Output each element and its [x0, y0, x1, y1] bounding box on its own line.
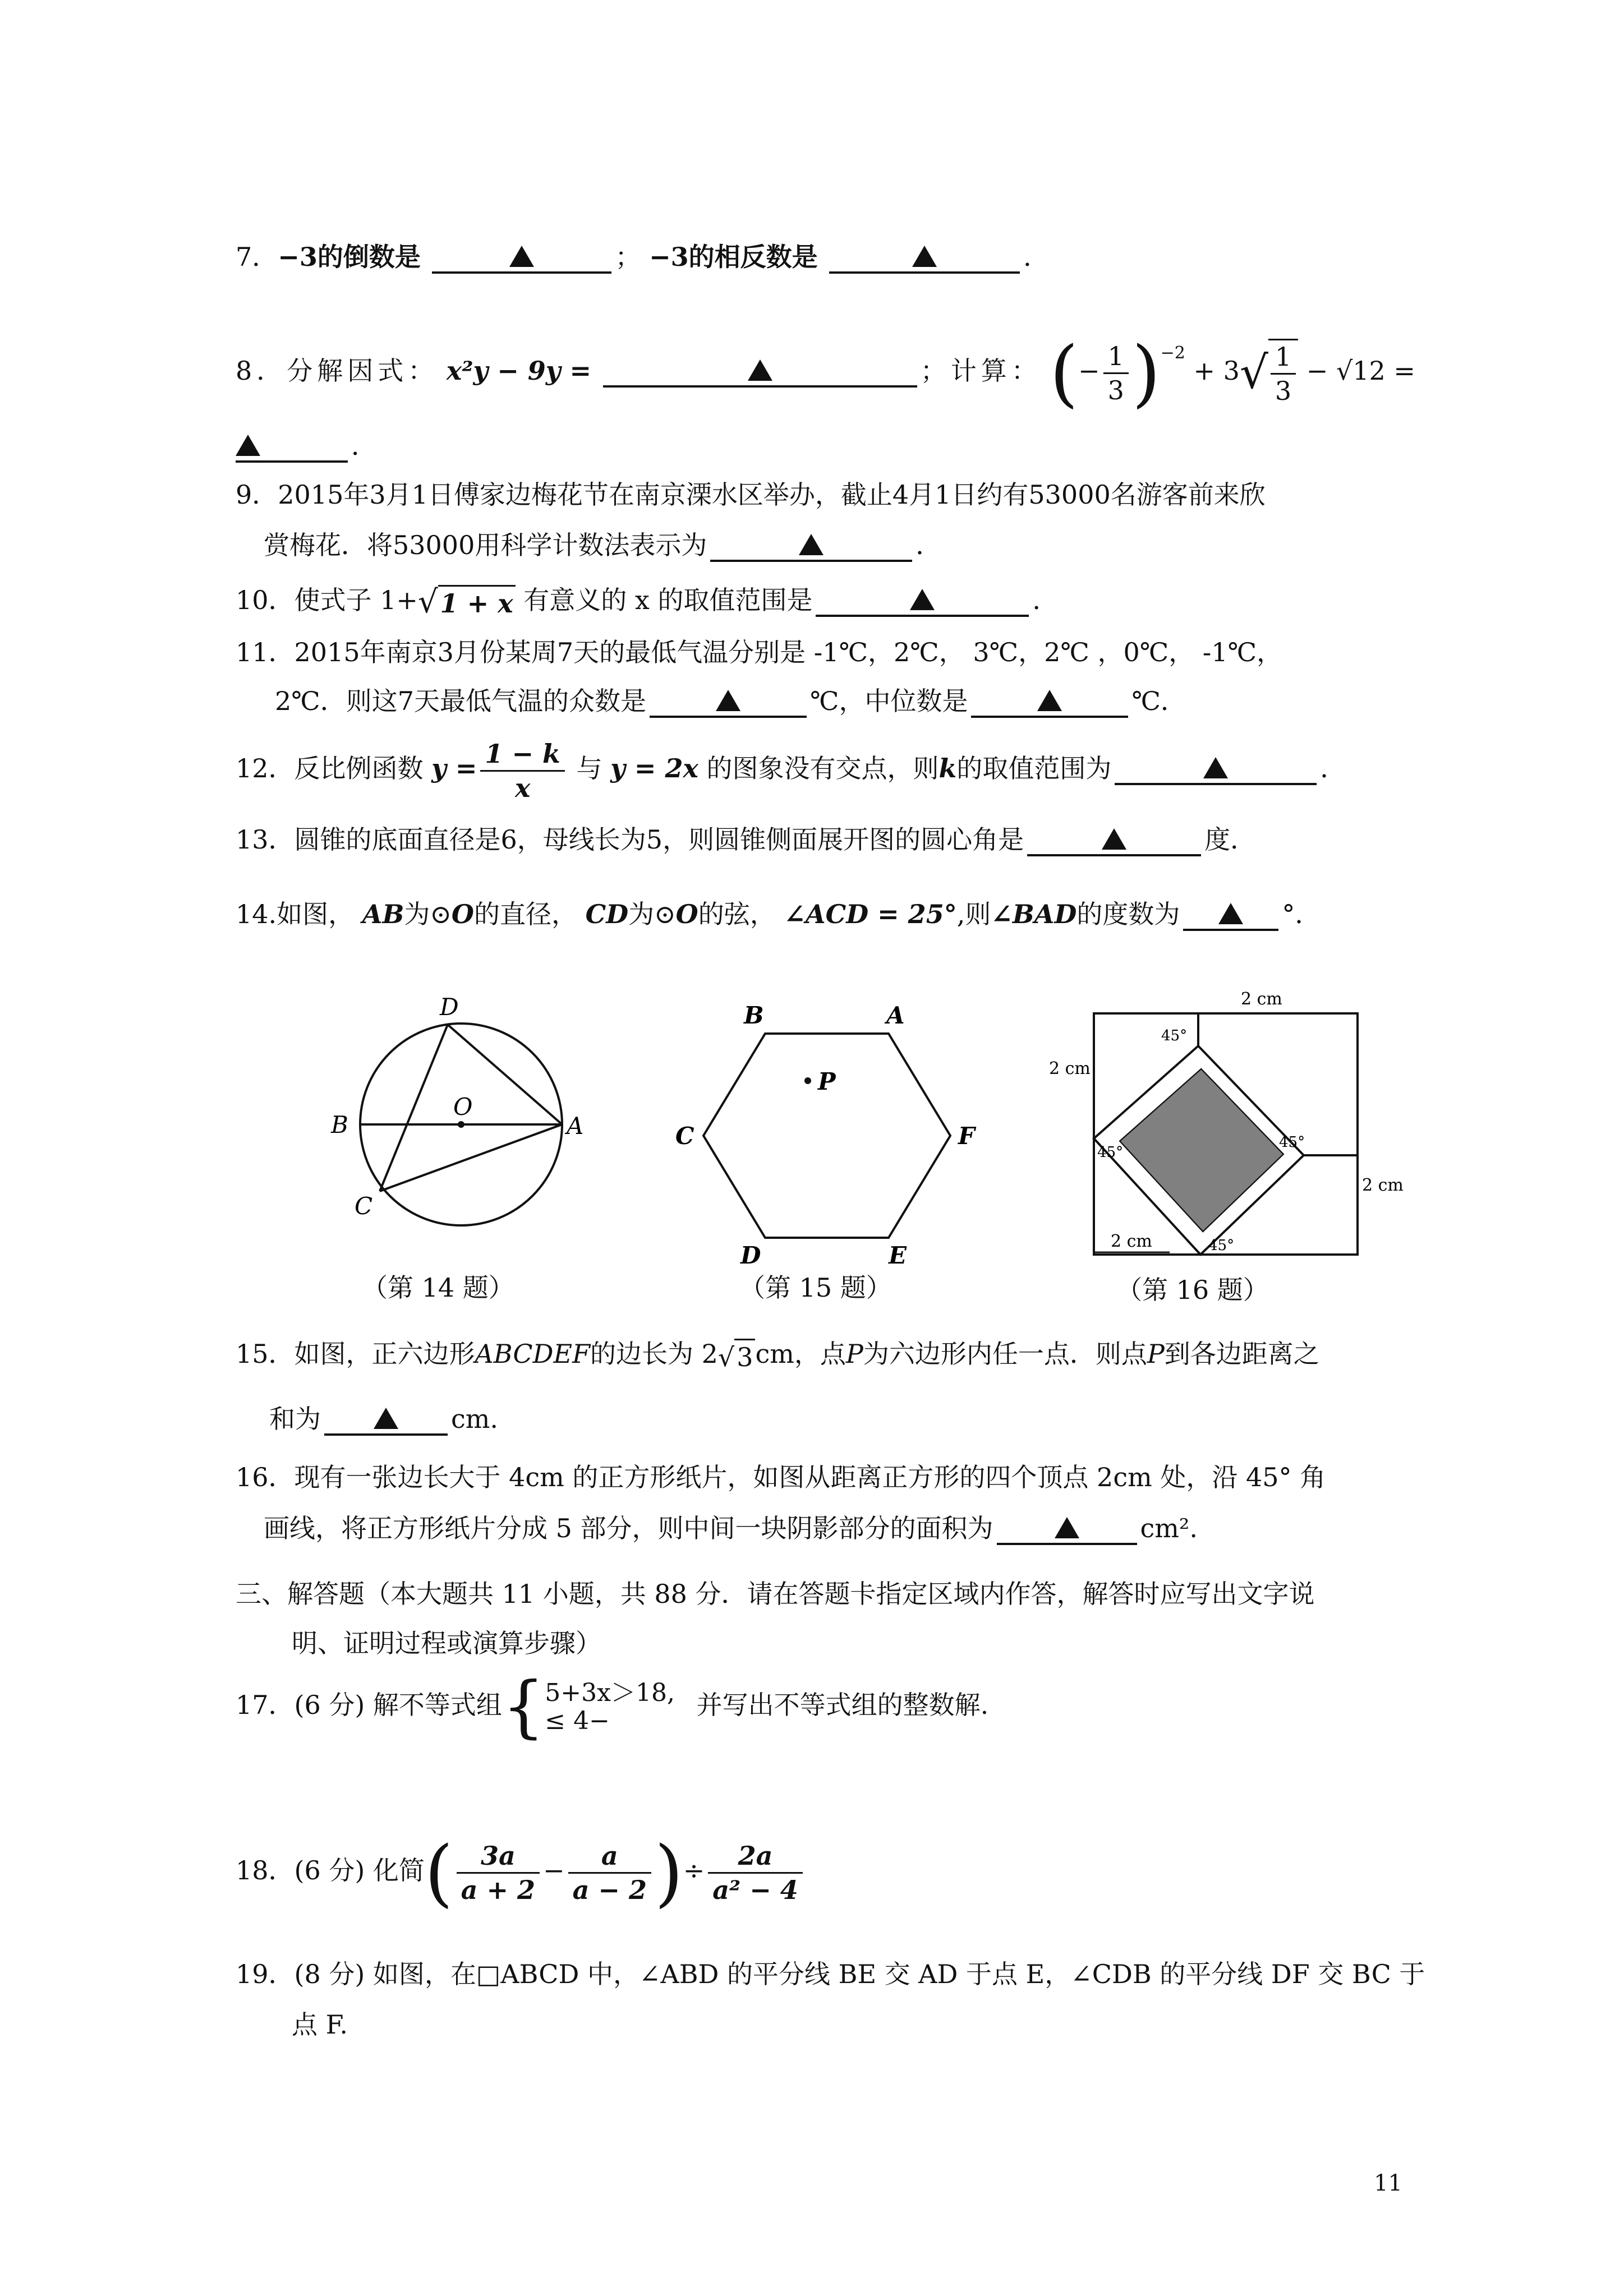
label-2cm-top: 2 cm [1241, 989, 1282, 1009]
label-45-top: 45° [1161, 1027, 1188, 1044]
q10-sqrt [418, 585, 516, 620]
q15-text-f: 到各边距离之 [1164, 1339, 1319, 1369]
q16-line-2 [264, 1511, 1402, 1545]
q9-text: 赏梅花．将53000用科学计数法表示为 [264, 530, 707, 560]
label-b: B [331, 1111, 348, 1138]
q12-blank[interactable] [1115, 754, 1317, 785]
q14-blank[interactable] [1183, 900, 1278, 931]
q16-text-a: 画线，将正方形纸片分成 5 部分，则中间一块阴影部分的面积为 [264, 1513, 993, 1543]
q18-den-2: a − 2 [572, 1874, 647, 1905]
question-17 [236, 1668, 1402, 1746]
q12-end: ． [1320, 753, 1346, 783]
page-number: 11 [1374, 2170, 1402, 2196]
q11-text-b: ℃，中位数是 [810, 686, 968, 716]
q9-end: ． [915, 530, 942, 560]
triangle-icon [509, 246, 534, 267]
q8-frac-num: 1 [1103, 340, 1129, 374]
label-b: B [744, 1002, 764, 1029]
q14-cd: CD [585, 899, 629, 929]
q14-text-c: 的直径， [473, 899, 577, 929]
figure-16-square [1049, 984, 1404, 1265]
point-p [804, 1077, 811, 1084]
q8-blank-1[interactable] [603, 356, 917, 388]
q8-sqrt-den: 3 [1275, 376, 1292, 406]
label-2cm-right: 2 cm [1362, 1175, 1404, 1195]
triangle-icon [910, 589, 935, 610]
q10-text-a: 10．使式子 1+ [236, 585, 418, 615]
q12-k: k [938, 753, 957, 783]
q14-angle-acd: ∠ACD = 25° [784, 899, 957, 929]
q18-num-1: 3a [457, 1839, 540, 1874]
q8-minus: − [1078, 356, 1100, 386]
q8-sep: ；计算： [920, 356, 1042, 386]
q19-line-2: 点 F. [292, 2009, 348, 2040]
q18-frac-2 [568, 1839, 651, 1906]
q7-text-a: −3的倒数是 [278, 242, 421, 272]
label-e: E [889, 1242, 907, 1269]
q7-blank-1[interactable] [432, 242, 611, 274]
q14-text-e: 的弦， [698, 899, 776, 929]
label-c: C [675, 1122, 694, 1150]
q7-end: ． [1023, 242, 1050, 272]
chord-ca [380, 1124, 562, 1191]
q12-text-b: 与 [576, 753, 602, 783]
q7-text-b: −3的相反数是 [649, 242, 818, 272]
section-3-heading-line-1: 三、解答题（本大题共 11 小题，共 88 分．请在答题卡指定区域内作答，解答时应写出文字说 [236, 1579, 1315, 1609]
q14-o-2: O [675, 899, 698, 929]
q15-sqrt [718, 1339, 756, 1374]
q12-y-lhs: y = [431, 753, 477, 783]
q14-text-b: 为⊙ [404, 899, 452, 929]
label-d: D [440, 993, 459, 1021]
q18-text-a: 18．(6 分) 化简 [236, 1855, 425, 1885]
question-8-answer-line [236, 429, 1402, 463]
q14-text-g: 的度数为 [1076, 899, 1180, 929]
label-f: F [958, 1122, 975, 1150]
q13-text-b: 度． [1204, 824, 1257, 855]
q8-sqrt [1240, 339, 1298, 407]
label-2cm-left: 2 cm [1049, 1059, 1091, 1078]
q17-inequality-2: ≤ 4− [545, 1707, 610, 1735]
figure-14-caption: （第 14 题） [362, 1273, 514, 1303]
sqrt-sign: √ [417, 583, 438, 620]
right-paren: ) [1131, 330, 1161, 416]
question-8 [236, 322, 1415, 416]
q12-y-2x: y = 2x [610, 753, 698, 783]
q16-blank[interactable] [997, 1514, 1137, 1545]
triangle-icon [1037, 690, 1062, 711]
q8-exponent: −2 [1160, 343, 1185, 363]
q17-inequality-1: 5+3x＞18, [545, 1679, 675, 1707]
q8-sqrt-frac [1268, 339, 1298, 407]
hexagon-abcdef [703, 1034, 950, 1238]
q8-end: ． [351, 431, 377, 461]
q12-text-d: 的图象没有交点，则 [706, 753, 939, 783]
triangle-icon [1055, 1517, 1079, 1538]
q14-angle-bad: ∠BAD [991, 899, 1077, 929]
q11-blank-1[interactable] [650, 686, 807, 718]
q11-line-1: 11．2015年南京3月份某周7天的最低气温分别是 -1℃，2℃， 3℃，2℃ ，0℃， -1℃， [236, 637, 1283, 667]
q8-calc-tail: − √12 = [1306, 356, 1415, 386]
q18-den-1: a + 2 [461, 1874, 536, 1905]
q15-hexagon-name: ABCDEF [475, 1339, 590, 1369]
label-a: A [886, 1002, 905, 1029]
triangle-icon [1203, 757, 1228, 778]
q12-text-f: 的取值范围为 [956, 753, 1112, 783]
chord-cd [380, 1025, 448, 1191]
q8-number: 8．分解因式： [236, 356, 439, 386]
triangle-icon [236, 435, 260, 456]
q14-end: °． [1282, 899, 1321, 929]
question-7 [236, 240, 1402, 274]
label-2cm-bottom: 2 cm [1111, 1232, 1152, 1251]
triangle-icon [716, 690, 740, 711]
q14-o: O [451, 899, 474, 929]
q15-text-e: 为六边形内任一点．则点 [863, 1339, 1147, 1369]
q15-text-a: 15．如图，正六边形 [236, 1339, 475, 1369]
label-o: O [453, 1093, 473, 1121]
triangle-icon [748, 359, 772, 381]
q7-blank-2[interactable] [829, 242, 1020, 274]
q12-fraction [480, 737, 564, 804]
q7-sep: ； [615, 242, 641, 272]
section-3-heading-line-2: 明、证明过程或演算步骤） [292, 1628, 601, 1658]
q18-frac-1 [457, 1839, 540, 1906]
q7-number: 7． [236, 242, 278, 272]
q14-ab: AB [362, 899, 404, 929]
q17-text-b: 并写出不等式组的整数解. [696, 1690, 989, 1720]
q15-radicand: 3 [734, 1339, 755, 1374]
figure-14-circle [314, 987, 606, 1251]
q12-frac-den: x [514, 772, 531, 803]
question-14 [236, 897, 1402, 931]
q17-text-a: 17．(6 分) 解不等式组 [236, 1690, 502, 1720]
figure-15-caption: （第 15 题） [739, 1273, 892, 1303]
q16-text-b: cm². [1140, 1513, 1198, 1543]
q10-text-b: 有意义的 x 的取值范围是 [523, 585, 813, 615]
label-45-left: 45° [1097, 1144, 1124, 1161]
sqrt-sign: √ [1239, 347, 1268, 399]
label-45-right: 45° [1279, 1134, 1305, 1151]
q15-blank[interactable] [324, 1404, 448, 1436]
q8-expression: x²y − 9y = [446, 356, 592, 386]
q9-blank[interactable] [710, 531, 912, 562]
label-a: A [567, 1112, 584, 1140]
q14-text-d: 为⊙ [628, 899, 676, 929]
q18-den-3: a² − 4 [712, 1874, 798, 1905]
q18-frac-3 [708, 1839, 803, 1906]
q17-system [545, 1679, 675, 1735]
q13-text-a: 13．圆锥的底面直径是6，母线长为5，则圆锥侧面展开图的圆心角是 [236, 824, 1024, 855]
q11-text-a: 2℃．则这7天最低气温的众数是 [275, 686, 646, 716]
sqrt-sign: √ [717, 1341, 735, 1372]
label-d: D [740, 1242, 761, 1269]
question-10 [236, 583, 1402, 620]
question-15-line-2 [269, 1402, 1402, 1436]
triangle-icon [912, 246, 937, 267]
q18-divide: ÷ [683, 1855, 705, 1885]
q14-text-f: ,则 [956, 899, 991, 929]
q12-frac-num: 1 − k [480, 737, 564, 772]
left-paren: ( [1050, 330, 1079, 416]
q8-fraction [1103, 340, 1129, 407]
q11-blank-2[interactable] [971, 686, 1128, 718]
q18-num-3: 2a [708, 1839, 803, 1874]
figure-16-caption: （第 16 题） [1116, 1275, 1269, 1305]
q8-sqrt-num: 1 [1271, 340, 1296, 375]
brace: { [502, 1668, 545, 1746]
question-13 [236, 823, 1402, 856]
q10-blank[interactable] [816, 585, 1029, 617]
q16-line-1: 16．现有一张边长大于 4cm 的正方形纸片，如图从距离正方形的四个顶点 2cm 处，沿 45° 角 [236, 1462, 1326, 1492]
q14-text-a: 14.如图， [236, 899, 355, 929]
q11-line-2 [275, 684, 1402, 718]
center-dot [458, 1121, 464, 1128]
q13-blank[interactable] [1027, 825, 1201, 856]
question-12 [236, 729, 1402, 808]
q11-text-c: ℃． [1131, 686, 1186, 716]
q8-frac-den: 3 [1107, 375, 1124, 405]
q15-text-d: cm，点 [755, 1339, 846, 1369]
right-paren: ) [654, 1830, 683, 1915]
q12-text-a: 12．反比例函数 [236, 753, 424, 783]
label-p: P [818, 1068, 836, 1095]
q15-p-2: P [1147, 1339, 1165, 1369]
q19-line-1: 19．(8 分) 如图，在□ABCD 中，∠ABD 的平分线 BE 交 AD 于点 E，∠CDB 的平分线 DF 交 BC 于 [236, 1959, 1425, 1989]
figure-15-hexagon [673, 995, 987, 1269]
question-15-line-1 [236, 1337, 1402, 1374]
q10-radicand: 1 + x [438, 585, 516, 620]
q8-plus-3: + 3 [1193, 356, 1240, 386]
q15-text-g: 和为 [269, 1404, 321, 1434]
q15-text-h: cm. [451, 1404, 499, 1434]
q10-end: ． [1032, 585, 1059, 615]
q8-blank-2[interactable] [236, 431, 348, 463]
label-c: C [355, 1192, 373, 1220]
q9-line-1: 9．2015年3月1日傅家边梅花节在南京溧水区举办，截止4月1日约有53000名游客前来欣 [236, 480, 1266, 510]
triangle-icon [799, 534, 823, 555]
q18-num-2: a [568, 1839, 651, 1874]
triangle-icon [374, 1408, 398, 1429]
q15-text-c: 的边长为 2 [590, 1339, 718, 1369]
q18-minus: − [543, 1855, 565, 1885]
triangle-icon [1218, 903, 1243, 924]
question-18 [236, 1828, 1402, 1915]
left-paren: ( [424, 1830, 453, 1915]
q9-line-2 [264, 528, 1402, 562]
label-45-bottom: 45° [1208, 1237, 1235, 1254]
triangle-icon [1102, 828, 1126, 850]
q15-p: P [845, 1339, 863, 1369]
